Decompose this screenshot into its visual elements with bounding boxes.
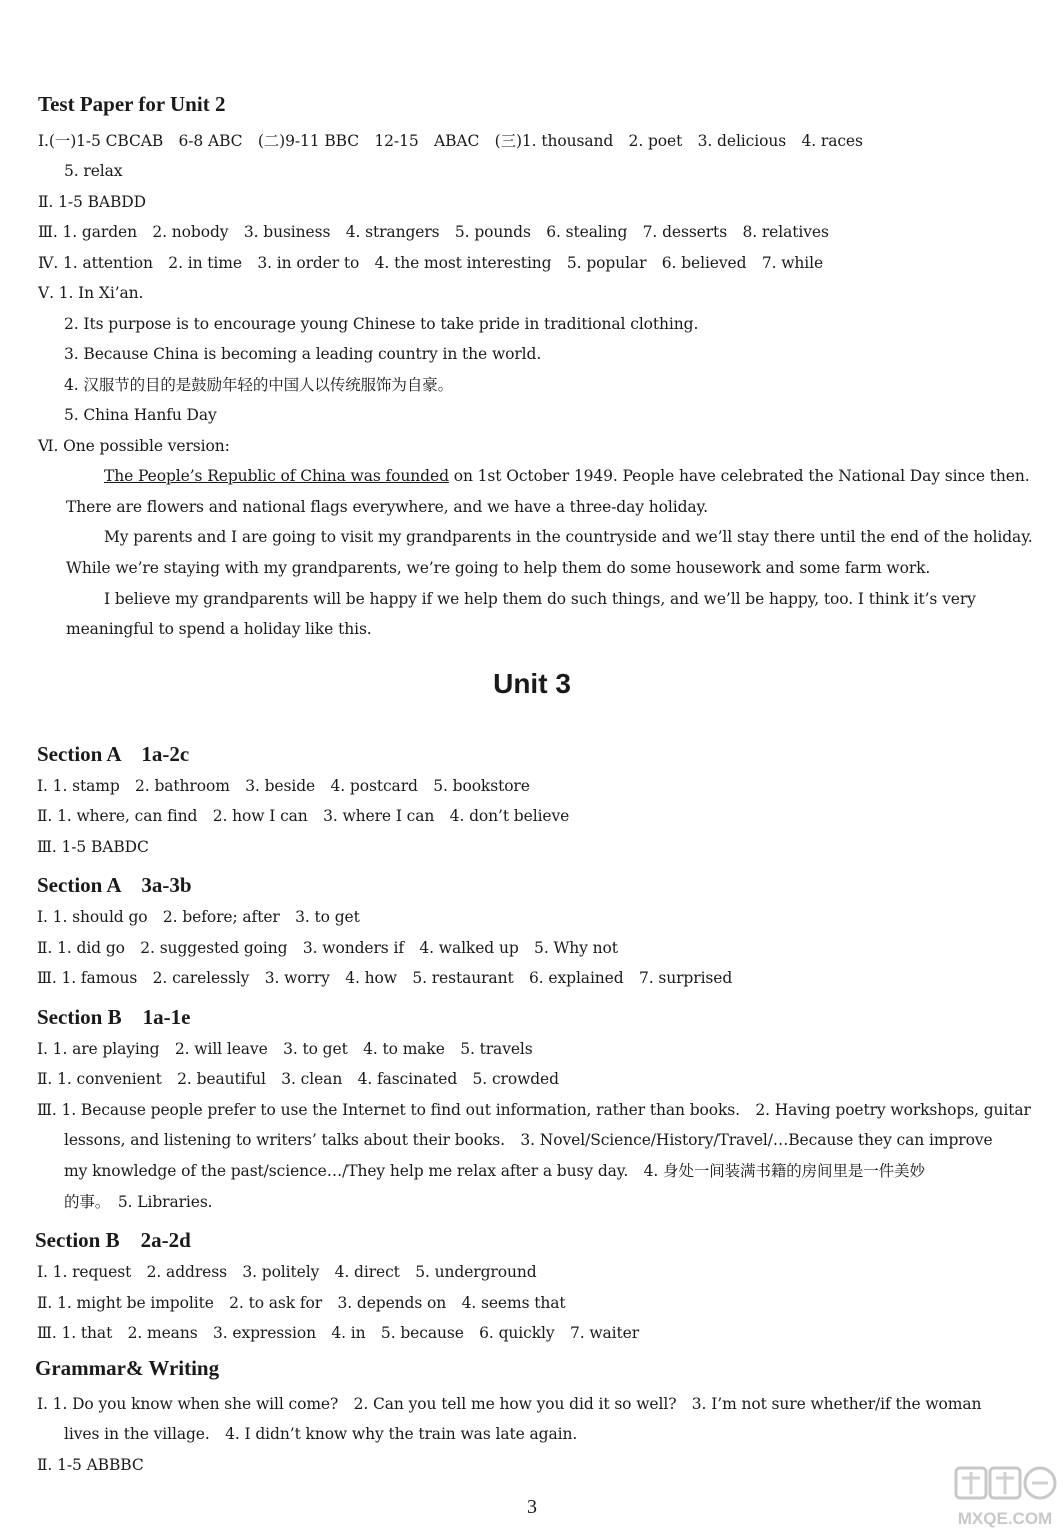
watermark-text: MXQE.COM xyxy=(957,1509,1053,1528)
answer-line: Ⅳ. 1. attention 2. in time 3. in order to 4. the most interesting 5. popular 6. believed 7. while xyxy=(38,254,824,272)
essay-line: While we’re staying with my grandparents, we’re going to help them do some housework and some farm work. xyxy=(66,559,931,577)
answer-line: lessons, and listening to writers’ talks about their books. 3. Novel/Science/History/Travel/…Because they can improve xyxy=(64,1131,993,1149)
answer-line: Ⅲ. 1. garden 2. nobody 3. business 4. strangers 5. pounds 6. stealing 7. desserts 8. relatives xyxy=(38,223,829,241)
answer-line: Ⅵ. One possible version: xyxy=(38,437,230,455)
answer-line: Ⅱ. 1. did go 2. suggested going 3. wonders if 4. walked up 5. Why not xyxy=(37,939,618,957)
answer-line: 2. Its purpose is to encourage young Chinese to take pride in traditional clothing. xyxy=(64,315,699,333)
essay-line: I believe my grandparents will be happy if we help them do such things, and we’ll be happy, too. I think it’s very xyxy=(104,590,976,608)
answer-line: Ⅲ. 1. famous 2. carelessly 3. worry 4. how 5. restaurant 6. explained 7. surprised xyxy=(37,969,733,987)
answer-line: Ⅰ. 1. are playing 2. will leave 3. to get 4. to make 5. travels xyxy=(37,1040,533,1058)
section-heading: Section A 1a-2c xyxy=(37,742,190,766)
section-heading: Section B 1a-1e xyxy=(37,1005,191,1029)
essay-line: There are flowers and national flags everywhere, and we have a three-day holiday. xyxy=(66,498,708,516)
answer-line: Ⅲ. 1. that 2. means 3. expression 4. in 5. because 6. quickly 7. waiter xyxy=(37,1324,640,1342)
test-paper-heading: Test Paper for Unit 2 xyxy=(38,92,226,116)
answer-line: 4. 汉服节的目的是鼓励年轻的中国人以传统服饰为自豪。 xyxy=(64,376,454,394)
answer-line: Ⅱ. 1. convenient 2. beautiful 3. clean 4. fascinated 5. crowded xyxy=(37,1070,559,1088)
section-heading: Section B 2a-2d xyxy=(35,1228,191,1252)
unit-title: Unit 3 xyxy=(493,668,571,699)
answer-line: Ⅱ. 1-5 BABDD xyxy=(38,193,146,211)
answer-line: Ⅱ. 1. might be impolite 2. to ask for 3. depends on 4. seems that xyxy=(37,1294,566,1312)
answer-line: 3. Because China is becoming a leading country in the world. xyxy=(64,345,542,363)
section-heading: Section A 3a-3b xyxy=(37,873,192,897)
essay-text: on 1st October 1949. People have celebrated the National Day since then. xyxy=(448,467,1030,485)
essay-line xyxy=(104,466,1030,486)
answer-line: Ⅲ. 1. Because people prefer to use the Internet to find out information, rather than books. 2. Having poetry workshops, guitar xyxy=(37,1101,1031,1119)
answer-line: 5. China Hanfu Day xyxy=(64,406,217,424)
page-number: 3 xyxy=(527,1496,537,1518)
answer-line: Ⅲ. 1-5 BABDC xyxy=(37,838,149,856)
answer-line: Ⅰ. 1. should go 2. before; after 3. to get xyxy=(37,908,360,926)
answer-line: my knowledge of the past/science…/They help me relax after a busy day. 4. 身处一间装满书籍的房间里是一件美妙 xyxy=(64,1162,925,1180)
essay-underlined-phrase: The People’s Republic of China was founded xyxy=(104,467,449,485)
answer-line: Ⅴ. 1. In Xi’an. xyxy=(38,284,144,302)
answer-line: 5. relax xyxy=(64,162,123,180)
essay-line: My parents and I are going to visit my grandparents in the countryside and we’ll stay there until the end of the holiday. xyxy=(104,528,1033,546)
answer-line: Ⅰ. 1. stamp 2. bathroom 3. beside 4. postcard 5. bookstore xyxy=(37,777,530,795)
answer-line: 的事。 5. Libraries. xyxy=(64,1193,213,1211)
answer-line: Ⅰ. 1. request 2. address 3. politely 4. direct 5. underground xyxy=(37,1263,537,1281)
answer-line: lives in the village. 4. I didn’t know why the train was late again. xyxy=(64,1425,578,1443)
essay-line: meaningful to spend a holiday like this. xyxy=(66,620,372,638)
answer-line: Ⅱ. 1. where, can find 2. how I can 3. where I can 4. don’t believe xyxy=(37,807,570,825)
watermark-logo xyxy=(950,1462,1060,1532)
answer-line: Ⅰ. 1. Do you know when she will come? 2. Can you tell me how you did it so well? 3. I’m not sure whether/if the woman xyxy=(37,1395,982,1413)
answer-line: Ⅰ.(一)1-5 CBCAB 6-8 ABC (二)9-11 BBC 12-15 ABAC (三)1. thousand 2. poet 3. delicious 4. races xyxy=(38,132,863,150)
answer-line: Ⅱ. 1-5 ABBBC xyxy=(37,1456,144,1474)
section-heading: Grammar& Writing xyxy=(35,1356,220,1380)
